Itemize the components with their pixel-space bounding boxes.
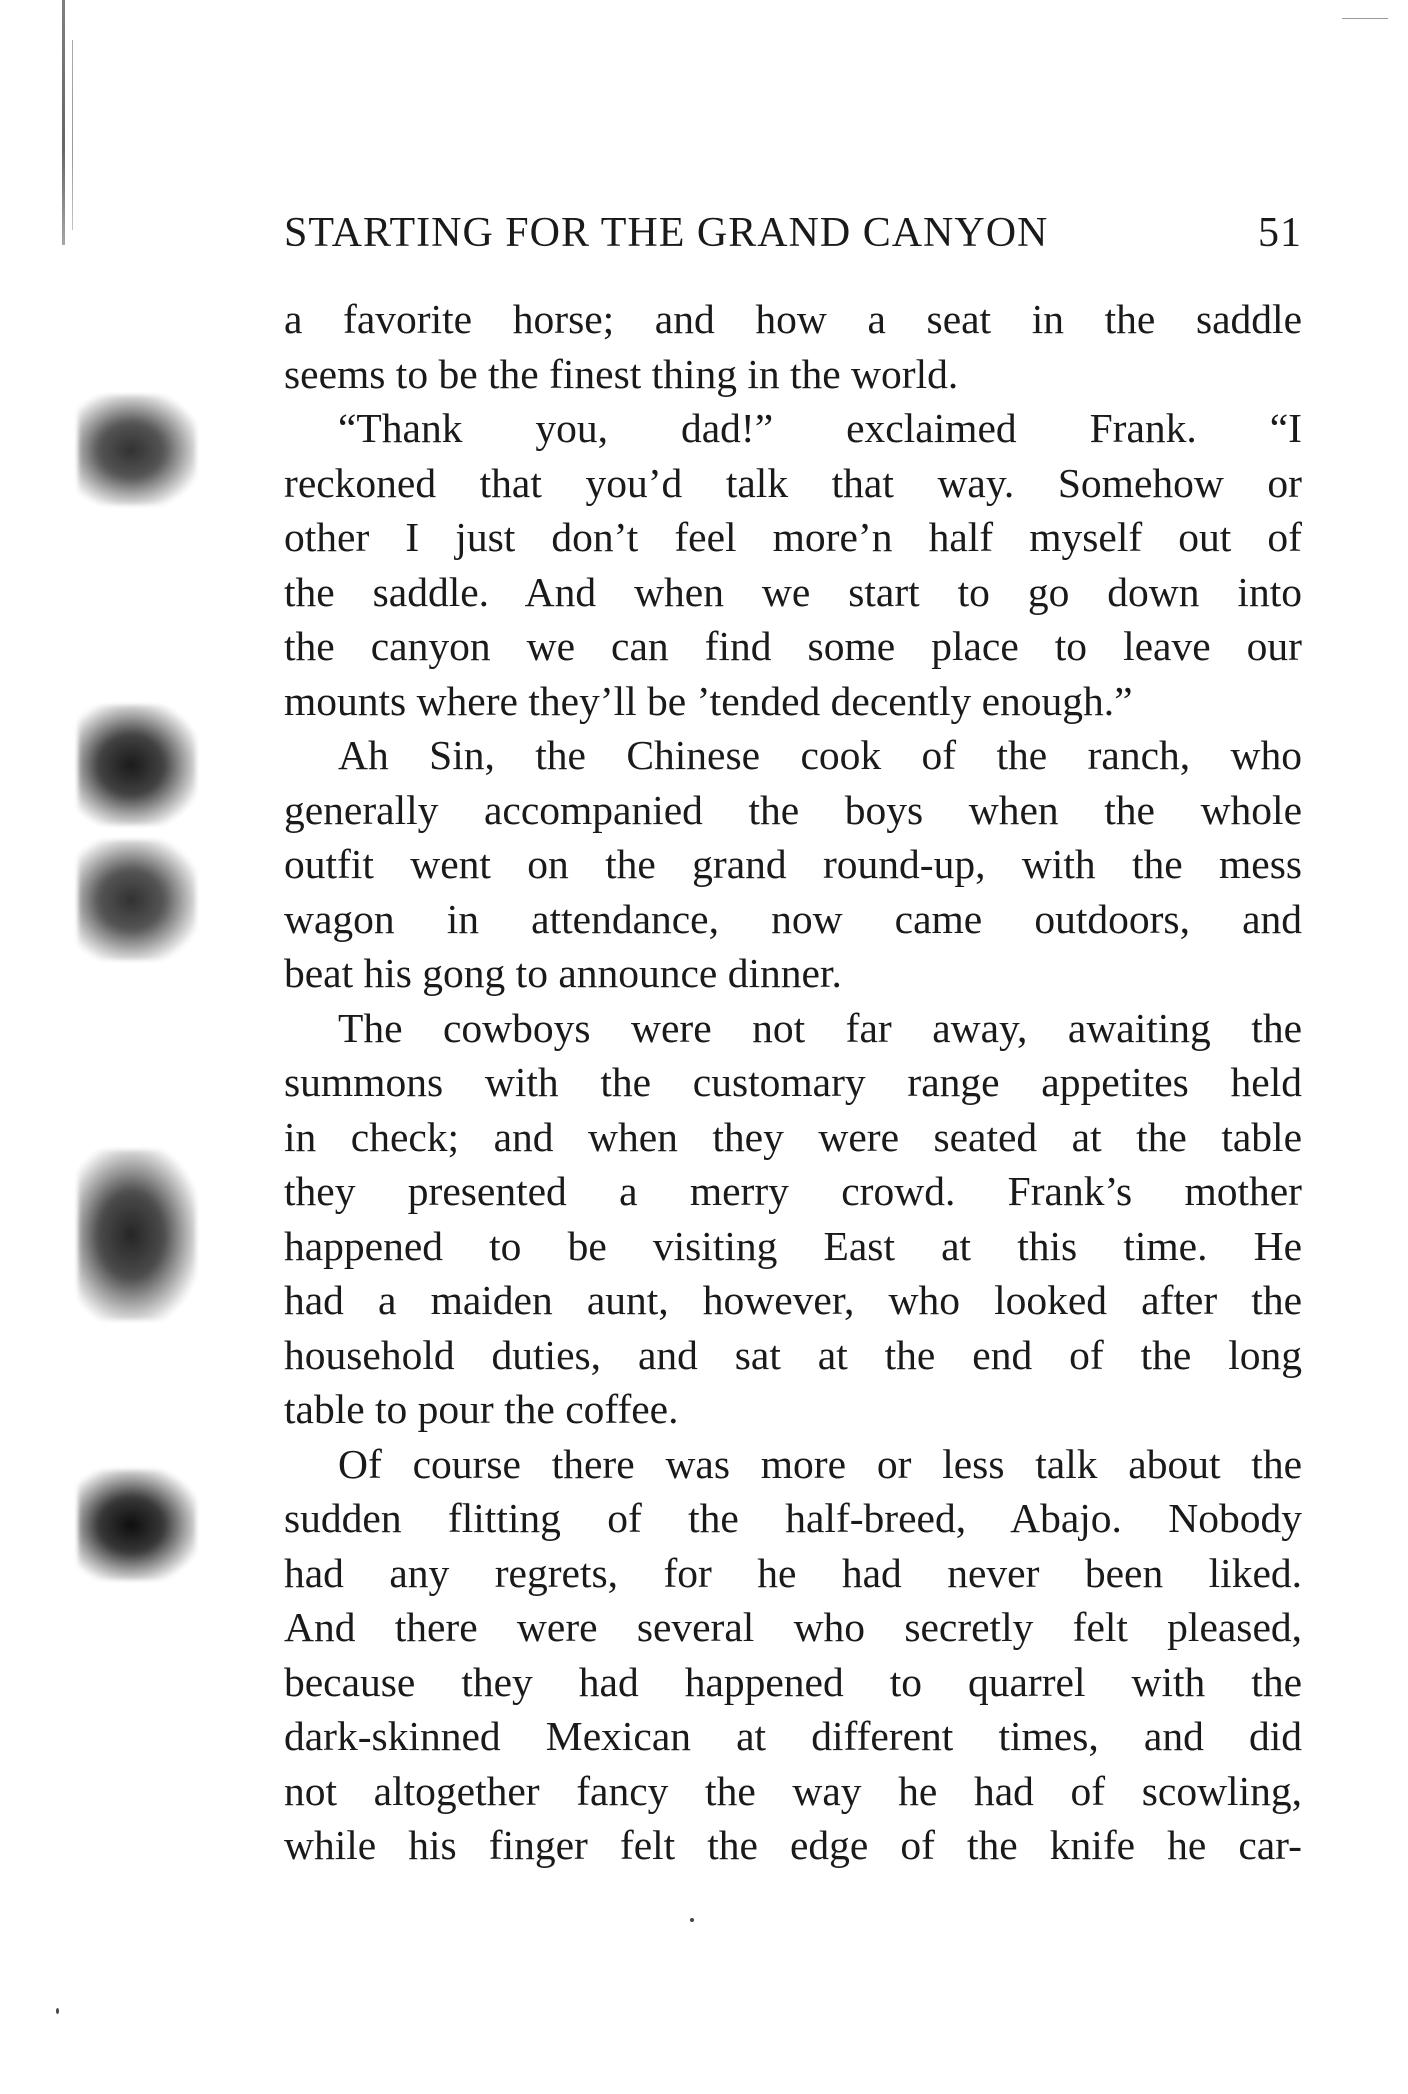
page-number: 51	[1258, 210, 1302, 256]
text-line: Ah Sin, the Chinese cook of the ranch, who	[338, 732, 1302, 778]
text-line: the canyon we can find some place to leave our	[284, 623, 1302, 669]
scan-smudge	[78, 705, 196, 825]
text-line: a favorite horse; and how a seat in the saddle	[284, 296, 1302, 342]
body-text	[284, 292, 1302, 1873]
text-line: “Thank you, dad!” exclaimed Frank. “I	[338, 405, 1302, 451]
text-line: not altogether fancy the way he had of scowling,	[284, 1767, 1302, 1814]
running-title: STARTING FOR THE GRAND CANYON	[284, 210, 1049, 256]
text-line: Of course there was more or less talk about the	[338, 1440, 1302, 1487]
scan-smudge	[78, 395, 196, 505]
running-header	[284, 205, 1302, 261]
text-line: sudden flitting of the half-breed, Abajo. Nobody	[284, 1495, 1302, 1541]
text-line: had a maiden aunt, however, who looked after the	[284, 1277, 1302, 1323]
text-line: reckoned that you’d talk that way. Somehow or	[284, 459, 1302, 506]
text-line: they presented a merry crowd. Frank’s mother	[284, 1168, 1302, 1214]
text-line: while his finger felt the edge of the knife he car-	[284, 1822, 1302, 1868]
text-line: happened to be visiting East at this time. He	[284, 1222, 1302, 1269]
text-line: the saddle. And when we start to go down into	[284, 568, 1302, 615]
text-line: generally accompanied the boys when the whole	[284, 786, 1302, 833]
text-line: had any regrets, for he had never been liked.	[284, 1549, 1302, 1596]
scan-corner-mark	[1342, 18, 1388, 19]
scan-smudge	[78, 1150, 196, 1320]
scan-smudge	[78, 1470, 196, 1580]
scan-gutter-line-thin	[72, 40, 73, 230]
text-line: seems to be the finest thing in the world.	[284, 350, 959, 397]
text-line: mounts where they’ll be ’tended decently enough.”	[284, 677, 1133, 724]
text-line: wagon in attendance, now came outdoors, and	[284, 895, 1302, 942]
text-line: beat his gong to announce dinner.	[284, 950, 842, 996]
text-line: household duties, and sat at the end of the long	[284, 1331, 1302, 1378]
text-line: The cowboys were not far away, awaiting the	[338, 1004, 1302, 1051]
text-line: in check; and when they were seated at the table	[284, 1113, 1302, 1160]
text-line: table to pour the coffee.	[284, 1386, 679, 1432]
text-line: dark-skinned Mexican at different times, and did	[284, 1713, 1302, 1759]
scan-gutter-line	[62, 0, 65, 245]
text-line: summons with the customary range appetites held	[284, 1059, 1302, 1105]
text-line: outfit went on the grand round-up, with the mess	[284, 841, 1302, 887]
text-line: because they had happened to quarrel with the	[284, 1658, 1302, 1705]
scan-speck	[56, 2008, 59, 2014]
scan-smudge	[78, 840, 196, 960]
text-line: other I just don’t feel more’n half myself out of	[284, 514, 1302, 560]
scan-speck	[690, 1918, 694, 1922]
text-line: And there were several who secretly felt pleased,	[284, 1604, 1302, 1650]
